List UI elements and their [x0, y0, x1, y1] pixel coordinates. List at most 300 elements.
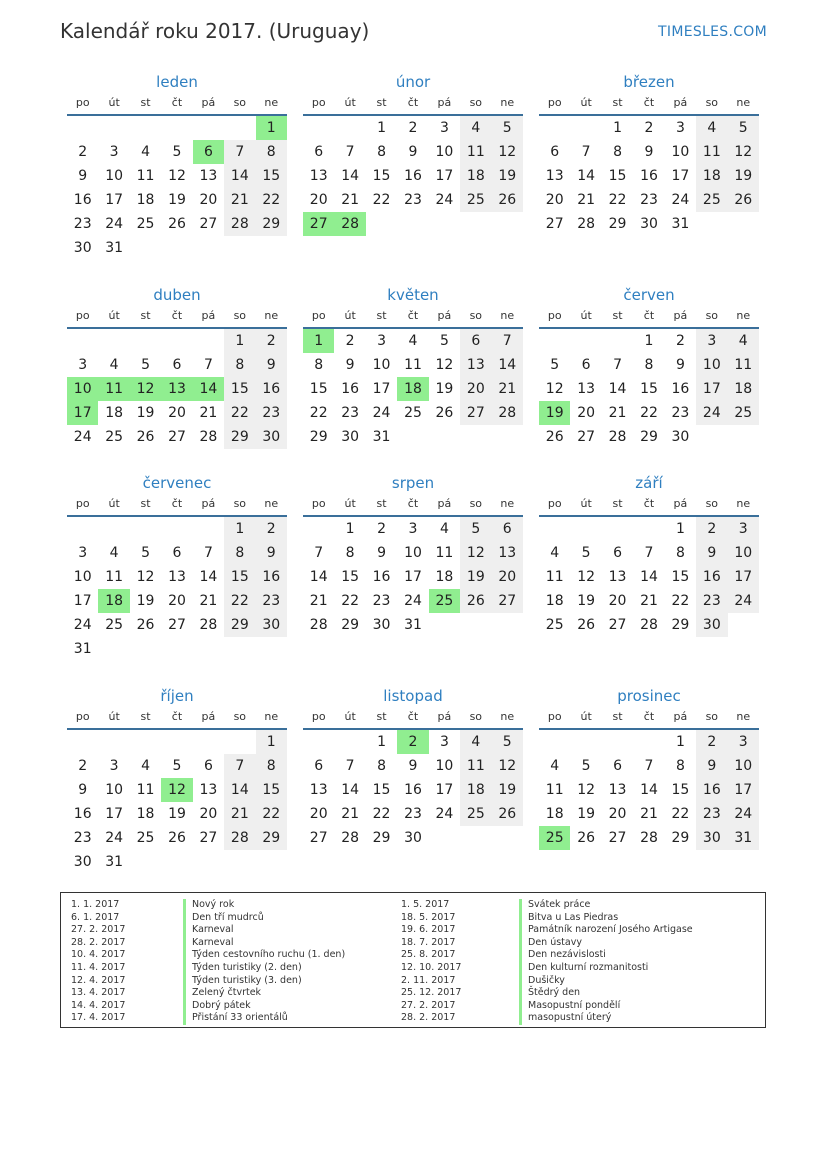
day-cell: 6	[492, 517, 523, 541]
empty-cell	[98, 517, 129, 541]
day-cell: 1	[224, 329, 255, 353]
weekday-header	[539, 305, 759, 329]
holiday-day-cell: 6	[193, 140, 224, 164]
day-cell: 28	[492, 401, 523, 425]
legend-date: 2. 11. 2017	[401, 974, 456, 986]
legend-date: 12. 10. 2017	[401, 961, 462, 973]
day-cell: 8	[613, 144, 623, 160]
day-cell: 10	[105, 168, 124, 184]
legend-dates-left	[71, 899, 125, 1025]
day-cell: 5	[728, 116, 759, 140]
month-1	[303, 72, 523, 236]
weekday-label: pá	[201, 309, 216, 322]
day-cell: 16	[671, 381, 690, 397]
day-cell: 12	[136, 569, 155, 585]
legend-holiday-name: Bitva u Las Piedras	[519, 912, 693, 925]
month-name: březen	[623, 73, 675, 91]
day-cell: 12	[545, 381, 564, 397]
weekday-label: čt	[171, 497, 183, 510]
day-cell: 14	[309, 569, 328, 585]
day-cell: 27	[608, 617, 627, 633]
day-cell: 30	[404, 830, 422, 846]
day-cell: 12	[168, 168, 186, 184]
day-cell: 27	[545, 216, 564, 232]
day-cell: 7	[224, 754, 255, 778]
weekday-label: út	[580, 96, 592, 109]
day-cell: 9	[644, 144, 654, 160]
day-cell: 27	[168, 429, 186, 445]
holiday-day-cell: 12	[130, 377, 161, 401]
day-cell: 23	[696, 802, 727, 826]
day-cell: 19	[435, 381, 454, 397]
weekday-label: ne	[500, 96, 515, 109]
day-cell: 16	[640, 168, 658, 184]
day-cell: 25	[404, 405, 422, 421]
empty-cell	[602, 517, 633, 541]
legend-date: 28. 2. 2017	[71, 936, 126, 948]
day-grid	[67, 116, 287, 260]
day-cell: 23	[256, 589, 287, 613]
weekday-label: út	[344, 710, 356, 723]
legend-holiday-name: Přistání 33 orientálů	[183, 1012, 345, 1025]
weekday-header	[539, 493, 759, 517]
empty-cell	[98, 329, 129, 353]
day-cell: 25	[105, 617, 124, 633]
empty-cell	[130, 730, 161, 754]
day-cell: 6	[581, 357, 591, 373]
holiday-day-cell: 17	[67, 401, 98, 425]
day-cell: 18	[545, 806, 564, 822]
day-cell: 11	[404, 357, 422, 373]
day-cell: 7	[644, 545, 654, 561]
day-cell: 23	[671, 405, 690, 421]
day-cell: 1	[377, 120, 387, 136]
day-cell: 8	[377, 758, 387, 774]
day-cell: 28	[577, 216, 596, 232]
weekday-header	[303, 305, 523, 329]
day-cell: 23	[341, 405, 360, 421]
day-cell: 3	[109, 758, 119, 774]
day-cell: 3	[728, 517, 759, 541]
day-cell: 11	[696, 140, 727, 164]
weekday-label: po	[75, 710, 90, 723]
weekday-label: po	[311, 710, 326, 723]
day-cell: 27	[168, 617, 186, 633]
holiday-day-cell: 25	[539, 826, 570, 850]
holiday-legend	[60, 892, 766, 1028]
month-11	[539, 686, 759, 850]
day-cell: 16	[696, 565, 727, 589]
day-cell: 12	[435, 357, 454, 373]
day-grid	[539, 730, 759, 850]
holiday-day-cell: 2	[397, 730, 428, 754]
page-title: Kalendář roku 2017. (Uruguay)	[60, 19, 370, 43]
day-cell: 29	[224, 425, 255, 449]
day-cell: 8	[644, 357, 654, 373]
day-grid	[303, 116, 523, 236]
day-cell: 30	[256, 613, 287, 637]
day-cell: 27	[309, 830, 328, 846]
day-cell: 4	[728, 329, 759, 353]
day-cell: 23	[404, 806, 422, 822]
legend-date: 1. 5. 2017	[401, 899, 450, 910]
empty-cell	[193, 116, 224, 140]
weekday-label: ne	[500, 710, 515, 723]
day-cell: 4	[460, 730, 491, 754]
day-cell: 15	[640, 381, 658, 397]
day-cell: 13	[608, 782, 627, 798]
legend-date: 25. 12. 2017	[401, 987, 462, 999]
day-cell: 20	[608, 806, 627, 822]
day-cell: 21	[640, 593, 658, 609]
weekday-label: čt	[643, 309, 655, 322]
day-cell: 15	[256, 778, 287, 802]
day-cell: 20	[199, 806, 218, 822]
empty-cell	[193, 517, 224, 541]
day-cell: 30	[640, 216, 658, 232]
day-grid	[303, 329, 523, 449]
day-cell: 30	[73, 240, 92, 256]
day-cell: 17	[435, 782, 454, 798]
weekday-label: so	[705, 497, 719, 510]
day-cell: 14	[341, 782, 360, 798]
day-cell: 21	[341, 806, 360, 822]
weekday-label: st	[140, 710, 151, 723]
day-cell: 7	[581, 144, 591, 160]
day-cell: 27	[199, 216, 218, 232]
month-name: srpen	[391, 474, 435, 492]
weekday-label: so	[469, 96, 483, 109]
weekday-label: út	[580, 309, 592, 322]
weekday-label: út	[580, 710, 592, 723]
day-cell: 15	[341, 569, 360, 585]
day-cell: 20	[460, 377, 491, 401]
day-cell: 23	[696, 589, 727, 613]
empty-cell	[334, 116, 365, 140]
weekday-label: pá	[673, 309, 688, 322]
day-cell: 26	[492, 188, 523, 212]
day-cell: 25	[136, 830, 155, 846]
weekday-label: so	[705, 96, 719, 109]
empty-cell	[539, 517, 570, 541]
day-cell: 29	[671, 830, 690, 846]
day-cell: 5	[492, 730, 523, 754]
day-cell: 21	[199, 593, 218, 609]
day-cell: 26	[728, 188, 759, 212]
day-cell: 13	[199, 782, 218, 798]
weekday-label: po	[311, 497, 326, 510]
day-cell: 10	[435, 758, 454, 774]
legend-date: 11. 4. 2017	[71, 961, 126, 973]
day-cell: 31	[671, 216, 690, 232]
empty-cell	[633, 730, 664, 754]
holiday-day-cell: 19	[539, 401, 570, 425]
day-cell: 24	[671, 192, 690, 208]
day-cell: 8	[256, 754, 287, 778]
weekday-label: út	[580, 497, 592, 510]
day-cell: 7	[613, 357, 623, 373]
day-cell: 28	[640, 830, 658, 846]
day-cell: 3	[675, 120, 685, 136]
day-cell: 5	[141, 357, 151, 373]
day-cell: 16	[341, 381, 360, 397]
day-cell: 7	[203, 545, 213, 561]
weekday-label: so	[469, 497, 483, 510]
weekday-label: so	[233, 710, 247, 723]
day-cell: 12	[728, 140, 759, 164]
weekday-label: st	[376, 710, 387, 723]
day-cell: 9	[256, 353, 287, 377]
day-cell: 23	[640, 192, 658, 208]
day-cell: 8	[675, 758, 685, 774]
day-cell: 6	[550, 144, 560, 160]
empty-cell	[98, 730, 129, 754]
weekday-label: st	[612, 497, 623, 510]
day-grid	[67, 517, 287, 661]
day-cell: 24	[435, 806, 454, 822]
day-cell: 10	[105, 782, 124, 798]
day-cell: 2	[696, 730, 727, 754]
holiday-day-cell: 1	[256, 116, 287, 140]
day-cell: 11	[460, 140, 491, 164]
legend-date: 13. 4. 2017	[71, 987, 126, 999]
day-cell: 28	[608, 429, 627, 445]
day-cell: 28	[199, 617, 218, 633]
day-cell: 24	[105, 830, 124, 846]
day-cell: 30	[256, 425, 287, 449]
day-cell: 4	[109, 545, 119, 561]
day-cell: 15	[256, 164, 287, 188]
weekday-label: ne	[500, 309, 515, 322]
day-cell: 8	[314, 357, 324, 373]
legend-date: 19. 6. 2017	[401, 924, 456, 936]
month-4	[303, 285, 523, 449]
legend-holiday-name: Den nezávislosti	[519, 949, 693, 962]
day-cell: 15	[671, 782, 690, 798]
weekday-label: so	[233, 96, 247, 109]
legend-date: 14. 4. 2017	[71, 999, 126, 1011]
weekday-header	[67, 92, 287, 116]
month-2	[539, 72, 759, 236]
day-cell: 29	[256, 212, 287, 236]
day-cell: 24	[372, 405, 391, 421]
legend-date: 27. 2. 2017	[71, 924, 126, 936]
legend-holiday-name: Zelený čtvrtek	[183, 987, 345, 1000]
day-cell: 13	[199, 168, 218, 184]
day-grid	[539, 116, 759, 236]
empty-cell	[161, 517, 192, 541]
day-cell: 20	[168, 593, 186, 609]
month-name: červen	[623, 286, 675, 304]
legend-holiday-name: Dobrý pátek	[183, 1000, 345, 1013]
brand-link[interactable]: TIMESLES.COM	[658, 24, 767, 40]
day-cell: 21	[224, 802, 255, 826]
day-cell: 26	[168, 216, 186, 232]
day-cell: 13	[545, 168, 564, 184]
day-cell: 14	[199, 569, 218, 585]
day-cell: 18	[136, 192, 155, 208]
weekday-label: pá	[673, 96, 688, 109]
weekday-label: st	[376, 497, 387, 510]
weekday-header	[303, 92, 523, 116]
empty-cell	[334, 730, 365, 754]
day-cell: 2	[256, 329, 287, 353]
day-cell: 1	[613, 120, 623, 136]
day-cell: 27	[199, 830, 218, 846]
day-cell: 21	[199, 405, 218, 421]
day-cell: 19	[136, 593, 155, 609]
day-cell: 3	[78, 357, 88, 373]
day-grid	[539, 517, 759, 637]
day-cell: 9	[696, 754, 727, 778]
weekday-label: pá	[437, 96, 452, 109]
day-cell: 16	[372, 569, 391, 585]
day-cell: 21	[224, 188, 255, 212]
empty-cell	[539, 329, 570, 353]
day-cell: 14	[341, 168, 360, 184]
day-cell: 5	[141, 545, 151, 561]
day-cell: 5	[172, 144, 182, 160]
weekday-label: pá	[437, 309, 452, 322]
day-cell: 20	[608, 593, 627, 609]
day-cell: 8	[377, 144, 387, 160]
weekday-label: st	[376, 309, 387, 322]
holiday-day-cell: 27	[303, 212, 334, 236]
day-cell: 20	[545, 192, 564, 208]
weekday-label: st	[612, 309, 623, 322]
day-cell: 24	[73, 429, 92, 445]
day-cell: 30	[341, 429, 360, 445]
day-cell: 8	[675, 545, 685, 561]
weekday-header	[303, 706, 523, 730]
day-cell: 23	[73, 216, 92, 232]
day-cell: 28	[640, 617, 658, 633]
day-cell: 9	[78, 782, 88, 798]
weekday-label: po	[75, 309, 90, 322]
day-cell: 22	[224, 401, 255, 425]
day-cell: 17	[728, 778, 759, 802]
legend-holiday-name: Karneval	[183, 937, 345, 950]
day-cell: 27	[608, 830, 627, 846]
empty-cell	[98, 116, 129, 140]
day-cell: 15	[224, 377, 255, 401]
legend-holiday-name: Den ústavy	[519, 937, 693, 950]
day-cell: 4	[141, 144, 151, 160]
legend-holiday-name: Památník narození Joséhо Artigase	[519, 924, 693, 937]
legend-date: 18. 7. 2017	[401, 936, 456, 948]
day-cell: 1	[675, 521, 685, 537]
legend-holiday-name: Den tří mudrců	[183, 912, 345, 925]
day-cell: 2	[256, 517, 287, 541]
weekday-label: ne	[500, 497, 515, 510]
day-cell: 18	[696, 164, 727, 188]
day-cell: 18	[435, 569, 454, 585]
day-cell: 26	[435, 405, 454, 421]
day-cell: 19	[577, 806, 596, 822]
day-cell: 19	[492, 164, 523, 188]
weekday-label: út	[344, 96, 356, 109]
day-cell: 22	[671, 806, 690, 822]
weekday-label: ne	[736, 96, 751, 109]
day-cell: 26	[136, 429, 155, 445]
day-cell: 19	[168, 192, 186, 208]
weekday-label: ne	[736, 710, 751, 723]
day-cell: 12	[460, 541, 491, 565]
day-cell: 6	[172, 357, 182, 373]
day-cell: 17	[696, 377, 727, 401]
day-grid	[303, 517, 523, 637]
day-grid	[539, 329, 759, 449]
day-cell: 25	[460, 802, 491, 826]
month-name: leden	[156, 73, 198, 91]
weekday-label: ne	[264, 309, 279, 322]
day-cell: 17	[728, 565, 759, 589]
legend-date: 10. 4. 2017	[71, 949, 126, 961]
day-cell: 14	[577, 168, 596, 184]
empty-cell	[130, 116, 161, 140]
day-cell: 24	[728, 802, 759, 826]
empty-cell	[161, 730, 192, 754]
day-cell: 21	[640, 806, 658, 822]
day-cell: 16	[404, 782, 422, 798]
weekday-label: čt	[407, 497, 419, 510]
day-cell: 25	[136, 216, 155, 232]
day-cell: 15	[671, 569, 690, 585]
weekday-label: po	[311, 96, 326, 109]
day-cell: 10	[728, 541, 759, 565]
empty-cell	[224, 730, 255, 754]
day-cell: 22	[372, 806, 391, 822]
weekday-label: po	[75, 96, 90, 109]
month-name: září	[635, 474, 663, 492]
empty-cell	[161, 329, 192, 353]
day-cell: 10	[435, 144, 454, 160]
day-cell: 30	[696, 826, 727, 850]
legend-holiday-name: Týden turistiky (2. den)	[183, 962, 345, 975]
empty-cell	[130, 517, 161, 541]
holiday-day-cell: 18	[98, 589, 129, 613]
empty-cell	[539, 116, 570, 140]
day-cell: 24	[728, 589, 759, 613]
legend-holiday-name: Nový rok	[183, 899, 345, 912]
day-cell: 26	[577, 830, 596, 846]
day-cell: 25	[545, 617, 564, 633]
day-cell: 26	[460, 589, 491, 613]
day-cell: 13	[309, 168, 328, 184]
day-cell: 17	[372, 381, 391, 397]
day-cell: 21	[577, 192, 596, 208]
day-cell: 9	[408, 758, 418, 774]
day-cell: 1	[675, 734, 685, 750]
empty-cell	[602, 730, 633, 754]
day-cell: 3	[439, 734, 449, 750]
day-cell: 1	[345, 521, 355, 537]
day-cell: 19	[460, 565, 491, 589]
day-cell: 4	[109, 357, 119, 373]
day-cell: 29	[224, 613, 255, 637]
legend-names-right	[519, 899, 693, 1025]
month-7	[303, 473, 523, 637]
day-cell: 20	[199, 192, 218, 208]
day-cell: 28	[309, 617, 328, 633]
day-cell: 20	[492, 565, 523, 589]
day-cell: 11	[136, 168, 155, 184]
legend-date: 12. 4. 2017	[71, 974, 126, 986]
day-cell: 29	[608, 216, 627, 232]
day-cell: 31	[105, 240, 124, 256]
day-cell: 18	[136, 806, 155, 822]
day-cell: 28	[224, 826, 255, 850]
